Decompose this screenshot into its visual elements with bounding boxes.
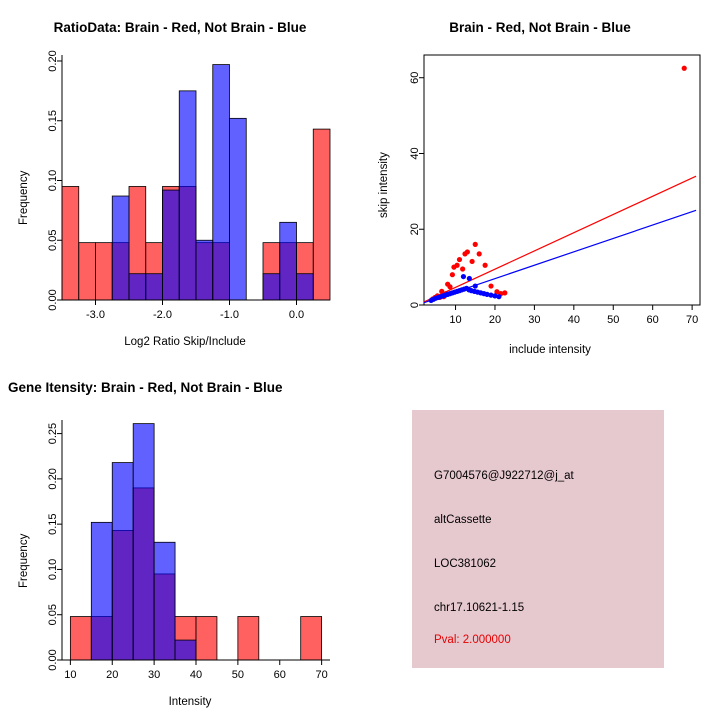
- x-tick-label: 50: [231, 669, 244, 681]
- x-tick-label: 60: [273, 669, 286, 681]
- scatter-point: [450, 272, 455, 277]
- y-tick-label: 0.05: [47, 604, 59, 626]
- x-tick-label: 20: [106, 669, 119, 681]
- y-tick-label: 0.20: [47, 468, 59, 490]
- scatter-point: [460, 266, 465, 271]
- info-pval: Pval: 2.000000: [434, 634, 511, 646]
- scatter-point: [455, 263, 460, 268]
- scatter-point: [465, 249, 470, 254]
- histogram-bar: [196, 617, 217, 660]
- histogram-bar: [238, 617, 259, 660]
- x-tick-label: 10: [449, 314, 462, 326]
- x-tick-label: 70: [685, 314, 699, 326]
- scatter-point: [473, 242, 478, 247]
- x-tick-label: 40: [189, 669, 203, 681]
- scatter-xlabel: include intensity: [509, 344, 591, 356]
- ratio-histogram-xlabel: Log2 Ratio Skip/Include: [124, 336, 246, 348]
- scatter-point: [682, 66, 687, 71]
- histogram-bar: [62, 186, 79, 300]
- y-tick-label: 0: [409, 301, 421, 309]
- y-tick-label: 0.25: [47, 422, 59, 445]
- y-tick-label: 60: [409, 71, 421, 84]
- y-tick-label: 0.10: [47, 558, 59, 581]
- histogram-bar: [263, 274, 280, 300]
- x-tick-label: -2.0: [153, 309, 172, 321]
- y-tick-label: 40: [409, 147, 421, 160]
- scatter-point: [496, 294, 501, 299]
- info-probe-id: G7004576@J922712@j_at: [434, 470, 574, 482]
- histogram-bar: [79, 243, 96, 300]
- scatter-point: [467, 276, 472, 281]
- y-tick-label: 0.00: [47, 289, 59, 311]
- panel-gene-histogram: [0, 360, 360, 720]
- y-tick-label: 0.20: [47, 50, 59, 72]
- scatter-point: [457, 257, 462, 262]
- gene-histogram-ylabel: Frequency: [18, 533, 30, 588]
- histogram-bar: [146, 274, 163, 300]
- histogram-bar: [70, 617, 91, 660]
- y-tick-label: 0.15: [47, 513, 59, 535]
- histogram-bar: [179, 91, 196, 300]
- histogram-bar: [213, 65, 230, 300]
- panel-scatter: [360, 0, 720, 360]
- info-panel: [412, 410, 664, 668]
- x-tick-label: 50: [607, 314, 620, 326]
- x-tick-label: 10: [64, 669, 77, 681]
- scatter-point: [470, 259, 475, 264]
- scatter-ylabel: skip intensity: [378, 152, 390, 218]
- ratio-histogram-ylabel: Frequency: [18, 170, 30, 225]
- scatter-point: [483, 263, 488, 268]
- scatter-point: [447, 284, 452, 289]
- x-tick-label: 70: [315, 669, 328, 681]
- histogram-bar: [301, 617, 322, 660]
- y-tick-label: 0.15: [47, 110, 59, 132]
- histogram-bar: [112, 196, 129, 300]
- x-tick-label: -1.0: [220, 309, 239, 321]
- histogram-bar: [96, 243, 113, 300]
- info-event-type: altCassette: [434, 514, 492, 526]
- histogram-bar: [313, 129, 330, 300]
- x-tick-label: 60: [646, 314, 659, 326]
- histogram-bar: [129, 274, 146, 300]
- scatter-point: [473, 283, 478, 288]
- scatter-canvas: [360, 0, 720, 360]
- gene-bars: [70, 424, 321, 660]
- histogram-bar: [154, 542, 175, 660]
- histogram-bar: [112, 463, 133, 660]
- gene-histogram-canvas: [0, 360, 360, 720]
- info-locus: chr17.10621-1.15: [434, 602, 525, 614]
- x-tick-label: 40: [567, 314, 580, 326]
- scatter-title: Brain - Red, Not Brain - Blue: [449, 20, 631, 35]
- y-tick-label: 20: [409, 223, 421, 236]
- scatter-point: [502, 290, 507, 295]
- ratio-histogram-canvas: [0, 0, 360, 360]
- gene-histogram-title: Gene Itensity: Brain - Red, Not Brain - Blue: [8, 380, 283, 395]
- ratio-histogram-title: RatioData: Brain - Red, Not Brain - Blue: [53, 20, 307, 35]
- regression-line: [424, 176, 696, 302]
- y-tick-label: 0.00: [47, 649, 59, 671]
- scatter-point: [461, 274, 466, 279]
- ratio-bars: [62, 65, 330, 300]
- scatter-point: [488, 283, 493, 288]
- histogram-bar: [91, 522, 112, 660]
- x-tick-label: 30: [528, 314, 541, 326]
- histogram-bar: [175, 640, 196, 660]
- y-tick-label: 0.05: [47, 229, 59, 251]
- histogram-bar: [297, 274, 314, 300]
- x-tick-label: 0.0: [288, 309, 305, 321]
- x-tick-label: 30: [148, 669, 161, 681]
- gene-histogram-xlabel: Intensity: [168, 696, 212, 708]
- info-gene: LOC381062: [434, 558, 497, 570]
- histogram-bar: [196, 240, 213, 300]
- plot-frame: [424, 55, 700, 305]
- x-tick-label: 20: [488, 314, 502, 326]
- scatter-point: [477, 251, 482, 256]
- y-tick-label: 0.10: [47, 169, 59, 192]
- x-tick-label: -3.0: [86, 309, 105, 321]
- histogram-bar: [163, 190, 180, 300]
- histogram-bar: [230, 118, 247, 300]
- histogram-bar: [280, 222, 297, 300]
- histogram-bar: [133, 424, 154, 660]
- panel-ratio-histogram: [0, 0, 360, 360]
